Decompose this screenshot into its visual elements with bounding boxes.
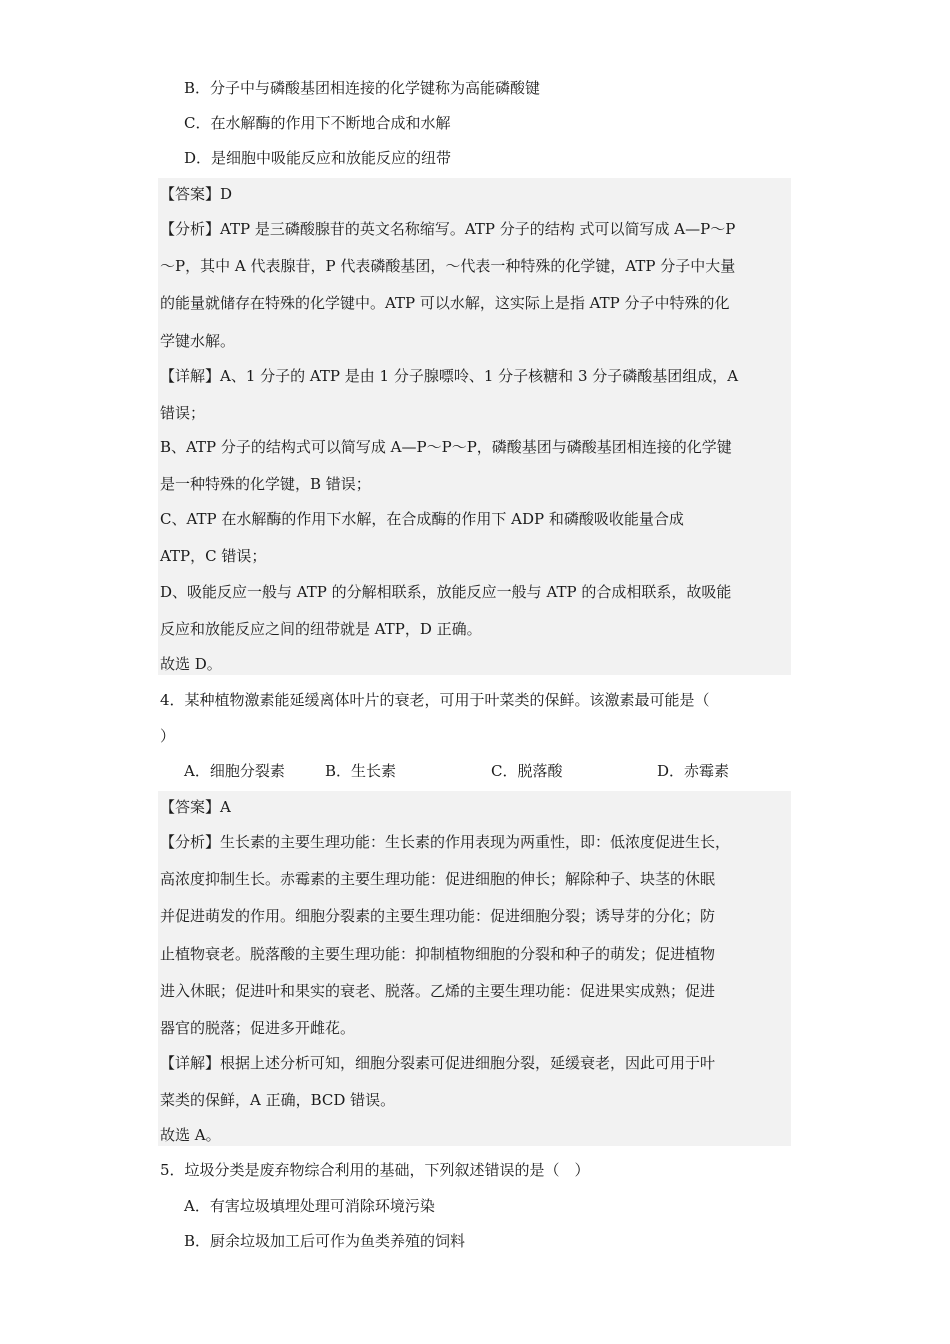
- q3-detail-line: ATP，C 错误；: [160, 547, 267, 565]
- q5-option-a: A．有害垃圾填埋处理可消除环境污染: [184, 1197, 435, 1215]
- q4-analysis-line: 并促进萌发的作用。细胞分裂素的主要生理功能：促进细胞分裂；诱导芽的分化；防: [160, 907, 716, 925]
- q3-option-c: C．在水解酶的作用下不断地合成和水解: [184, 114, 451, 132]
- q3-analysis-line: 学键水解。: [160, 332, 236, 350]
- q4-option-c: C．脱落酸: [491, 762, 563, 780]
- q4-analysis-line: 高浓度抑制生长。赤霉素的主要生理功能：促进细胞的伸长；解除种子、块茎的休眠: [160, 870, 716, 888]
- q4-conclusion: 故选 A。: [160, 1126, 221, 1144]
- q3-option-d: D．是细胞中吸能反应和放能反应的纽带: [184, 149, 452, 167]
- q4-option-a: A．细胞分裂素: [184, 762, 285, 780]
- q3-analysis-line: 的能量就储存在特殊的化学键中。ATP 可以水解，这实际上是指 ATP 分子中特殊的化: [160, 294, 730, 312]
- q4-stem: 4．某种植物激素能延缓离体叶片的衰老，可用于叶菜类的保鲜。该激素最可能是（: [160, 691, 710, 709]
- q3-detail-line: D、吸能反应一般与 ATP 的分解相联系，放能反应一般与 ATP 的合成相联系，故吸能: [160, 583, 732, 601]
- q4-analysis-line: 止植物衰老。脱落酸的主要生理功能：抑制植物细胞的分裂和种子的萌发；促进植物: [160, 945, 716, 963]
- q3-analysis-line: ～P，其中 A 代表腺苷，P 代表磷酸基团，～代表一种特殊的化学键，ATP 分子中大量: [160, 257, 736, 275]
- q4-option-b: B．生长素: [325, 762, 397, 780]
- q3-analysis-line: 【分析】ATP 是三磷酸腺苷的英文名称缩写。ATP 分子的结构 式可以简写成 A—P～P: [160, 220, 736, 238]
- q4-answer: 【答案】A: [160, 798, 231, 816]
- q3-option-b: B．分子中与磷酸基团相连接的化学键称为高能磷酸键: [184, 79, 541, 97]
- q5-stem: 5．垃圾分类是废弃物综合利用的基础，下列叙述错误的是（ ）: [160, 1161, 590, 1179]
- q3-detail-line: 错误；: [160, 404, 206, 422]
- q4-option-d: D．赤霉素: [657, 762, 730, 780]
- q5-option-b: B．厨余垃圾加工后可作为鱼类养殖的饲料: [184, 1232, 466, 1250]
- q3-detail-line: C、ATP 在水解酶的作用下水解，在合成酶的作用下 ADP 和磷酸吸收能量合成: [160, 510, 684, 528]
- q3-answer: 【答案】D: [160, 185, 233, 203]
- q4-analysis-line: 器官的脱落；促进多开雌花。: [160, 1019, 356, 1037]
- q3-detail-line: B、ATP 分子的结构式可以简写成 A—P～P～P，磷酸基团与磷酸基团相连接的化学键: [160, 438, 732, 456]
- q3-detail-line: 反应和放能反应之间的纽带就是 ATP，D 正确。: [160, 620, 482, 638]
- q4-stem-continued: ）: [160, 727, 176, 745]
- q3-detail-line: 是一种特殊的化学键，B 错误；: [160, 475, 371, 493]
- q4-detail-line: 菜类的保鲜，A 正确，BCD 错误。: [160, 1091, 396, 1109]
- q4-analysis-line: 进入休眠；促进叶和果实的衰老、脱落。乙烯的主要生理功能：促进果实成熟；促进: [160, 982, 716, 1000]
- q3-conclusion: 故选 D。: [160, 655, 222, 673]
- q4-detail-line: 【详解】根据上述分析可知，细胞分裂素可促进细胞分裂，延缓衰老，因此可用于叶: [160, 1054, 716, 1072]
- q3-detail-line: 【详解】A、1 分子的 ATP 是由 1 分子腺嘌呤、1 分子核糖和 3 分子磷酸基团组成，A: [160, 367, 739, 385]
- q4-analysis-line: 【分析】生长素的主要生理功能：生长素的作用表现为两重性，即：低浓度促进生长，: [160, 833, 731, 851]
